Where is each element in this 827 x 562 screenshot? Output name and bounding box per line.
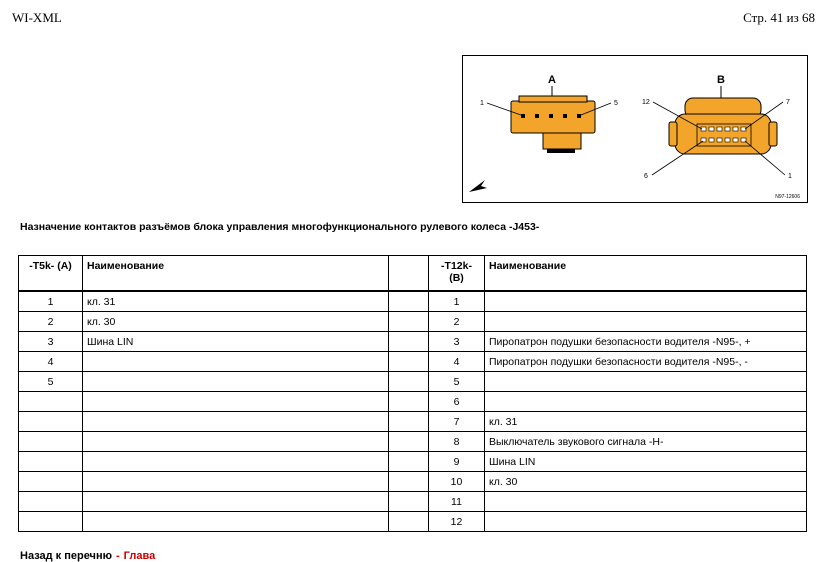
connector-b-pin-bottom-left: 6: [644, 173, 648, 180]
col-header-b-num-line2: (B): [449, 272, 464, 284]
col-header-b-num: [429, 256, 485, 292]
table-row: 11: [19, 492, 807, 512]
connector-b: [642, 74, 792, 180]
table-header-row: [19, 256, 807, 292]
connector-a-label: A: [548, 74, 556, 86]
pin-assignment-table: [18, 255, 807, 532]
table-row: 2 кл. 30 2: [19, 312, 807, 332]
table-row: 3 Шина LIN 3 Пиропатрон подушки безопасности водителя -N95-, +: [19, 332, 807, 352]
col-header-spacer: [389, 256, 429, 292]
table-row: 6: [19, 392, 807, 412]
table-row: 4 4 Пиропатрон подушки безопасности водителя -N95-, -: [19, 352, 807, 372]
connector-b-label: B: [717, 74, 725, 86]
connector-b-pin-top-right: 7: [786, 99, 790, 106]
col-header-a-num: -T5k- (A): [19, 256, 83, 292]
table-row: 9 Шина LIN: [19, 452, 807, 472]
back-to-list-link[interactable]: Назад к перечню: [20, 550, 112, 562]
table-row: 12: [19, 512, 807, 532]
connector-figure: [462, 55, 808, 203]
table-row: 10 кл. 30: [19, 472, 807, 492]
connector-a: [480, 74, 618, 153]
chapter-link[interactable]: Глава: [123, 550, 156, 562]
connector-b-pin-top-left: 12: [642, 99, 650, 106]
footer-separator: -: [116, 550, 120, 562]
table-row: 7 кл. 31: [19, 412, 807, 432]
orientation-arrow-icon: [469, 180, 487, 192]
page-counter: Стр. 41 из 68: [743, 10, 815, 25]
connector-a-pin-last: 5: [614, 100, 618, 107]
table-row: 8 Выключатель звукового сигнала -H-: [19, 432, 807, 452]
connector-diagram: [463, 56, 807, 202]
app-title: WI-XML: [12, 10, 62, 25]
col-header-b-num-line1: -T12k-: [441, 260, 472, 272]
table-row: 5 5: [19, 372, 807, 392]
figure-code: N97-12606: [775, 194, 800, 200]
connector-b-pin-bottom-right: 1: [788, 173, 792, 180]
col-header-a-name: Наименование: [83, 256, 389, 292]
footer-nav: [20, 550, 155, 562]
table-caption: Назначение контактов разъёмов блока управления многофункционального рулевого колеса -J453-: [20, 221, 540, 233]
table-row: 1 кл. 31 1: [19, 291, 807, 312]
col-header-b-name: Наименование: [485, 256, 807, 292]
connector-a-pin-first: 1: [480, 100, 484, 107]
